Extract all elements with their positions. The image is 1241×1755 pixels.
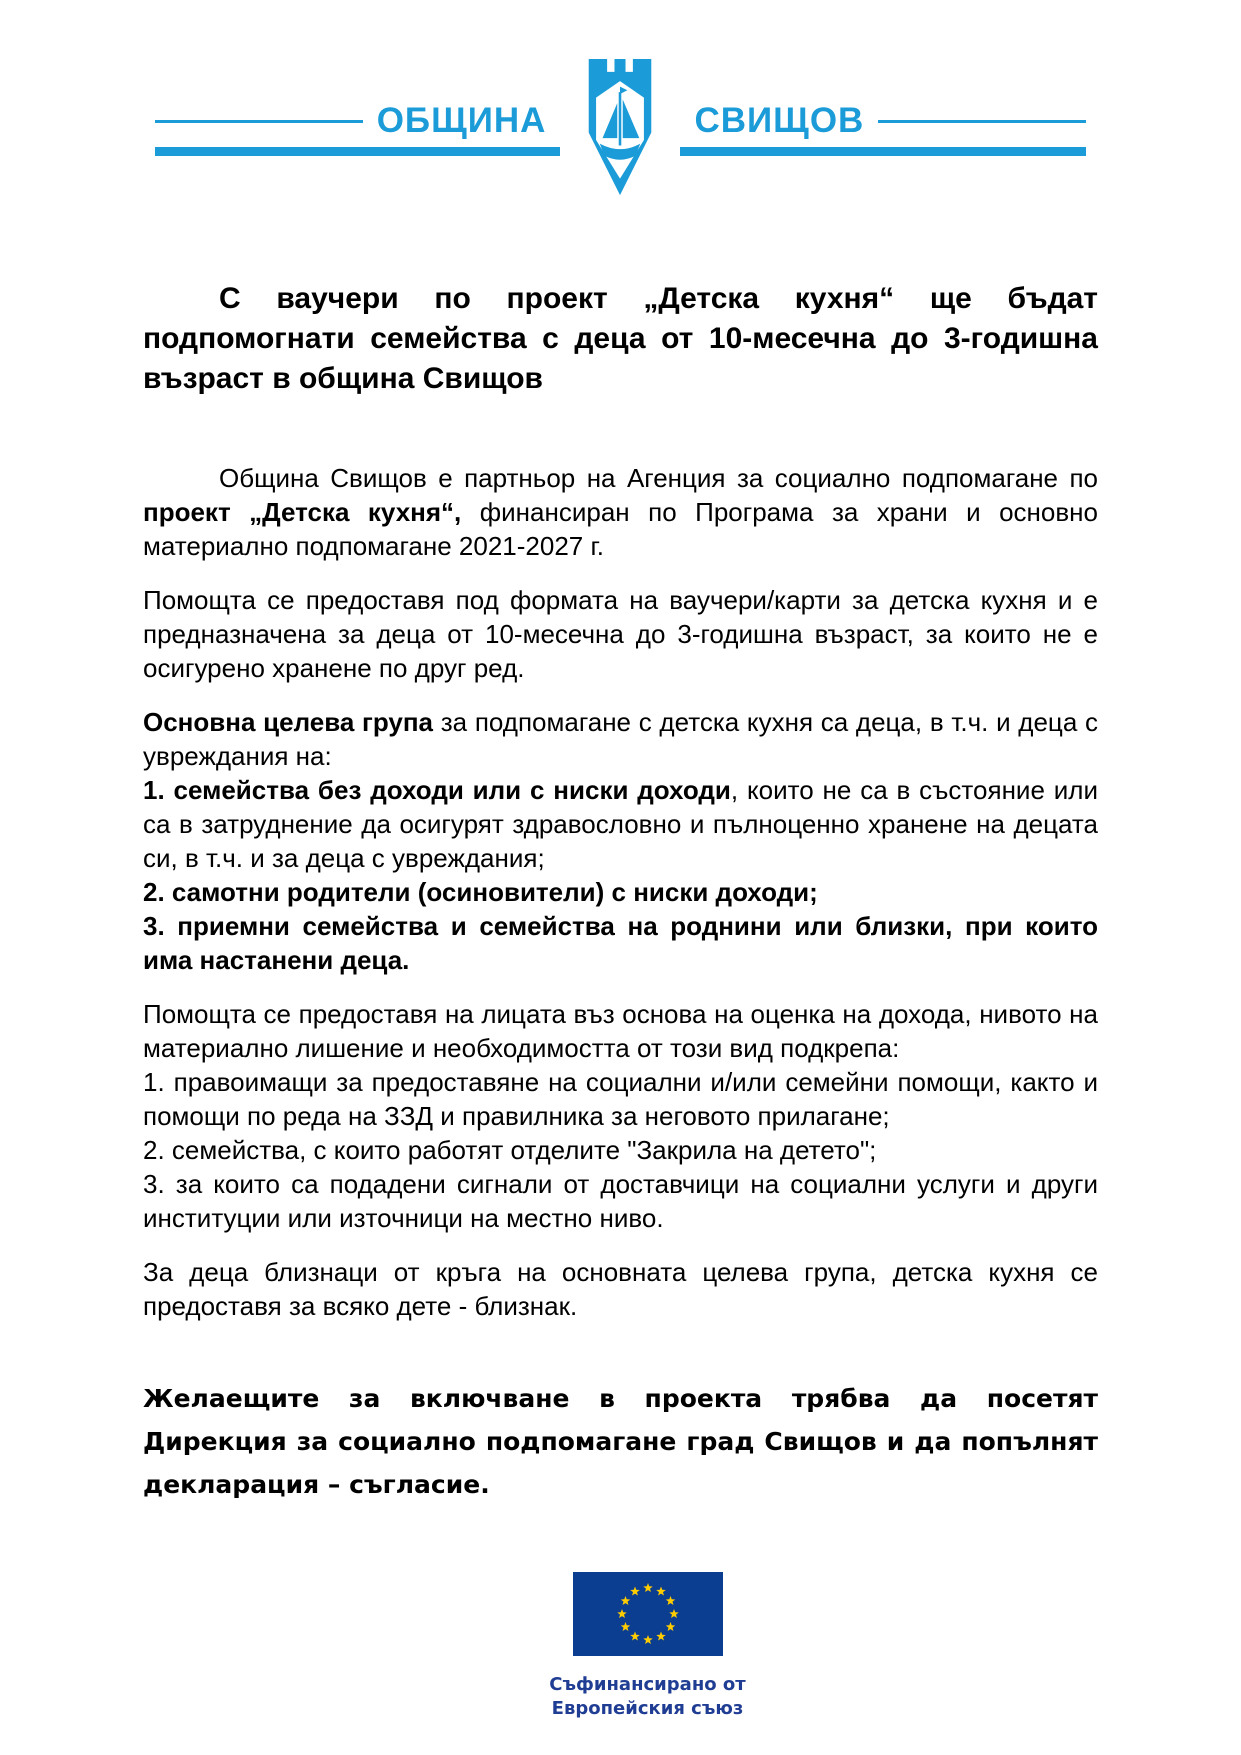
paragraph-eligibility [143,997,1098,1235]
eu-cofinancing-block [170,1572,1125,1721]
org-name-left: ОБЩИНА [376,101,547,140]
paragraph-twins: За деца близнаци от кръга на основната целева група, детска кухня се предоставя за всяко дете - близнак. [143,1257,1098,1321]
paragraph-text: финансиран по Програма за храни и основно материално подпомагане 2021-2027 г. [143,497,1098,561]
eligibility-item-3: 3. за които са подадени сигнали от доставчици на социални услуги и други институции или източници на местно ниво. [143,1169,1098,1233]
header-right-rule [878,120,1086,123]
eu-caption-line-2: Европейския съюз [551,1698,744,1719]
document-header [0,0,1241,215]
eligibility-lead: Помощта се предоставя на лицата въз основа на оценка на дохода, нивото на материално лишение и необходимостта от този вид подкрепа: [143,999,1098,1063]
target-group-lead [143,705,1098,773]
target-group-item-2: 2. самотни родители (осиновители) с ниски доходи; [143,877,818,907]
item-lead-bold: 1. семейства без доходи или с ниски доходи [143,775,731,805]
municipality-logo [560,58,680,203]
target-group-item-1 [143,773,1098,875]
castle-ship-icon [574,58,666,203]
paragraph-text: , които не са в състояние или са в затруднение да осигурят здравословно и пълноценно хранене на децата си, в т.ч. и за деца с увреждания; [143,775,1098,873]
paragraph-partnership [143,461,1098,563]
paragraph-target-group [143,705,1098,977]
target-group-item-3: 3. приемни семейства и семейства на роднини или близки, при които има настанени деца. [143,911,1098,975]
paragraph-text: Община Свищов е партньор на Агенция за социално подпомагане по [219,463,1098,493]
target-group-heading: Основна целева група [143,707,434,737]
eligibility-item-1: 1. правоимащи за предоставяне на социални и/или семейни помощи, както и помощи по реда на ЗЗД и правилника за неговото прилагане; [143,1067,1098,1131]
document-body [143,279,1098,1721]
paragraph-text: за подпомагане с детска кухня са деца, в т.ч. и деца с увреждания на: [143,707,1098,771]
eu-flag-icon [573,1572,723,1661]
project-name-bold: проект „Детска кухня“, [143,497,462,527]
document-title: С ваучери по проект „Детска кухня“ ще бъдат подпомогнати семейства с деца от 10-месечна до 3-годишна възраст в община Свищов [143,282,1098,395]
eligibility-item-2: 2. семейства, с които работят отделите "Закрила на детето"; [143,1135,877,1165]
org-name-right: СВИЩОВ [694,101,865,140]
eu-caption-line-1: Съфинансирано от [549,1674,746,1695]
header-left-rule [155,120,363,123]
eu-caption [549,1673,745,1721]
paragraph-vouchers: Помощта се предоставя под формата на ваучери/карти за детска кухня и е предназначена за деца от 10-месечна до 3-годишна възраст, за които не е осигурено хранене по друг ред. [143,585,1098,683]
paragraph-call-to-action: Желаещите за включване в проекта трябва да посетят Дирекция за социално подпомагане град Свищов и да попълнят декларация – съгласие. [143,1384,1098,1499]
